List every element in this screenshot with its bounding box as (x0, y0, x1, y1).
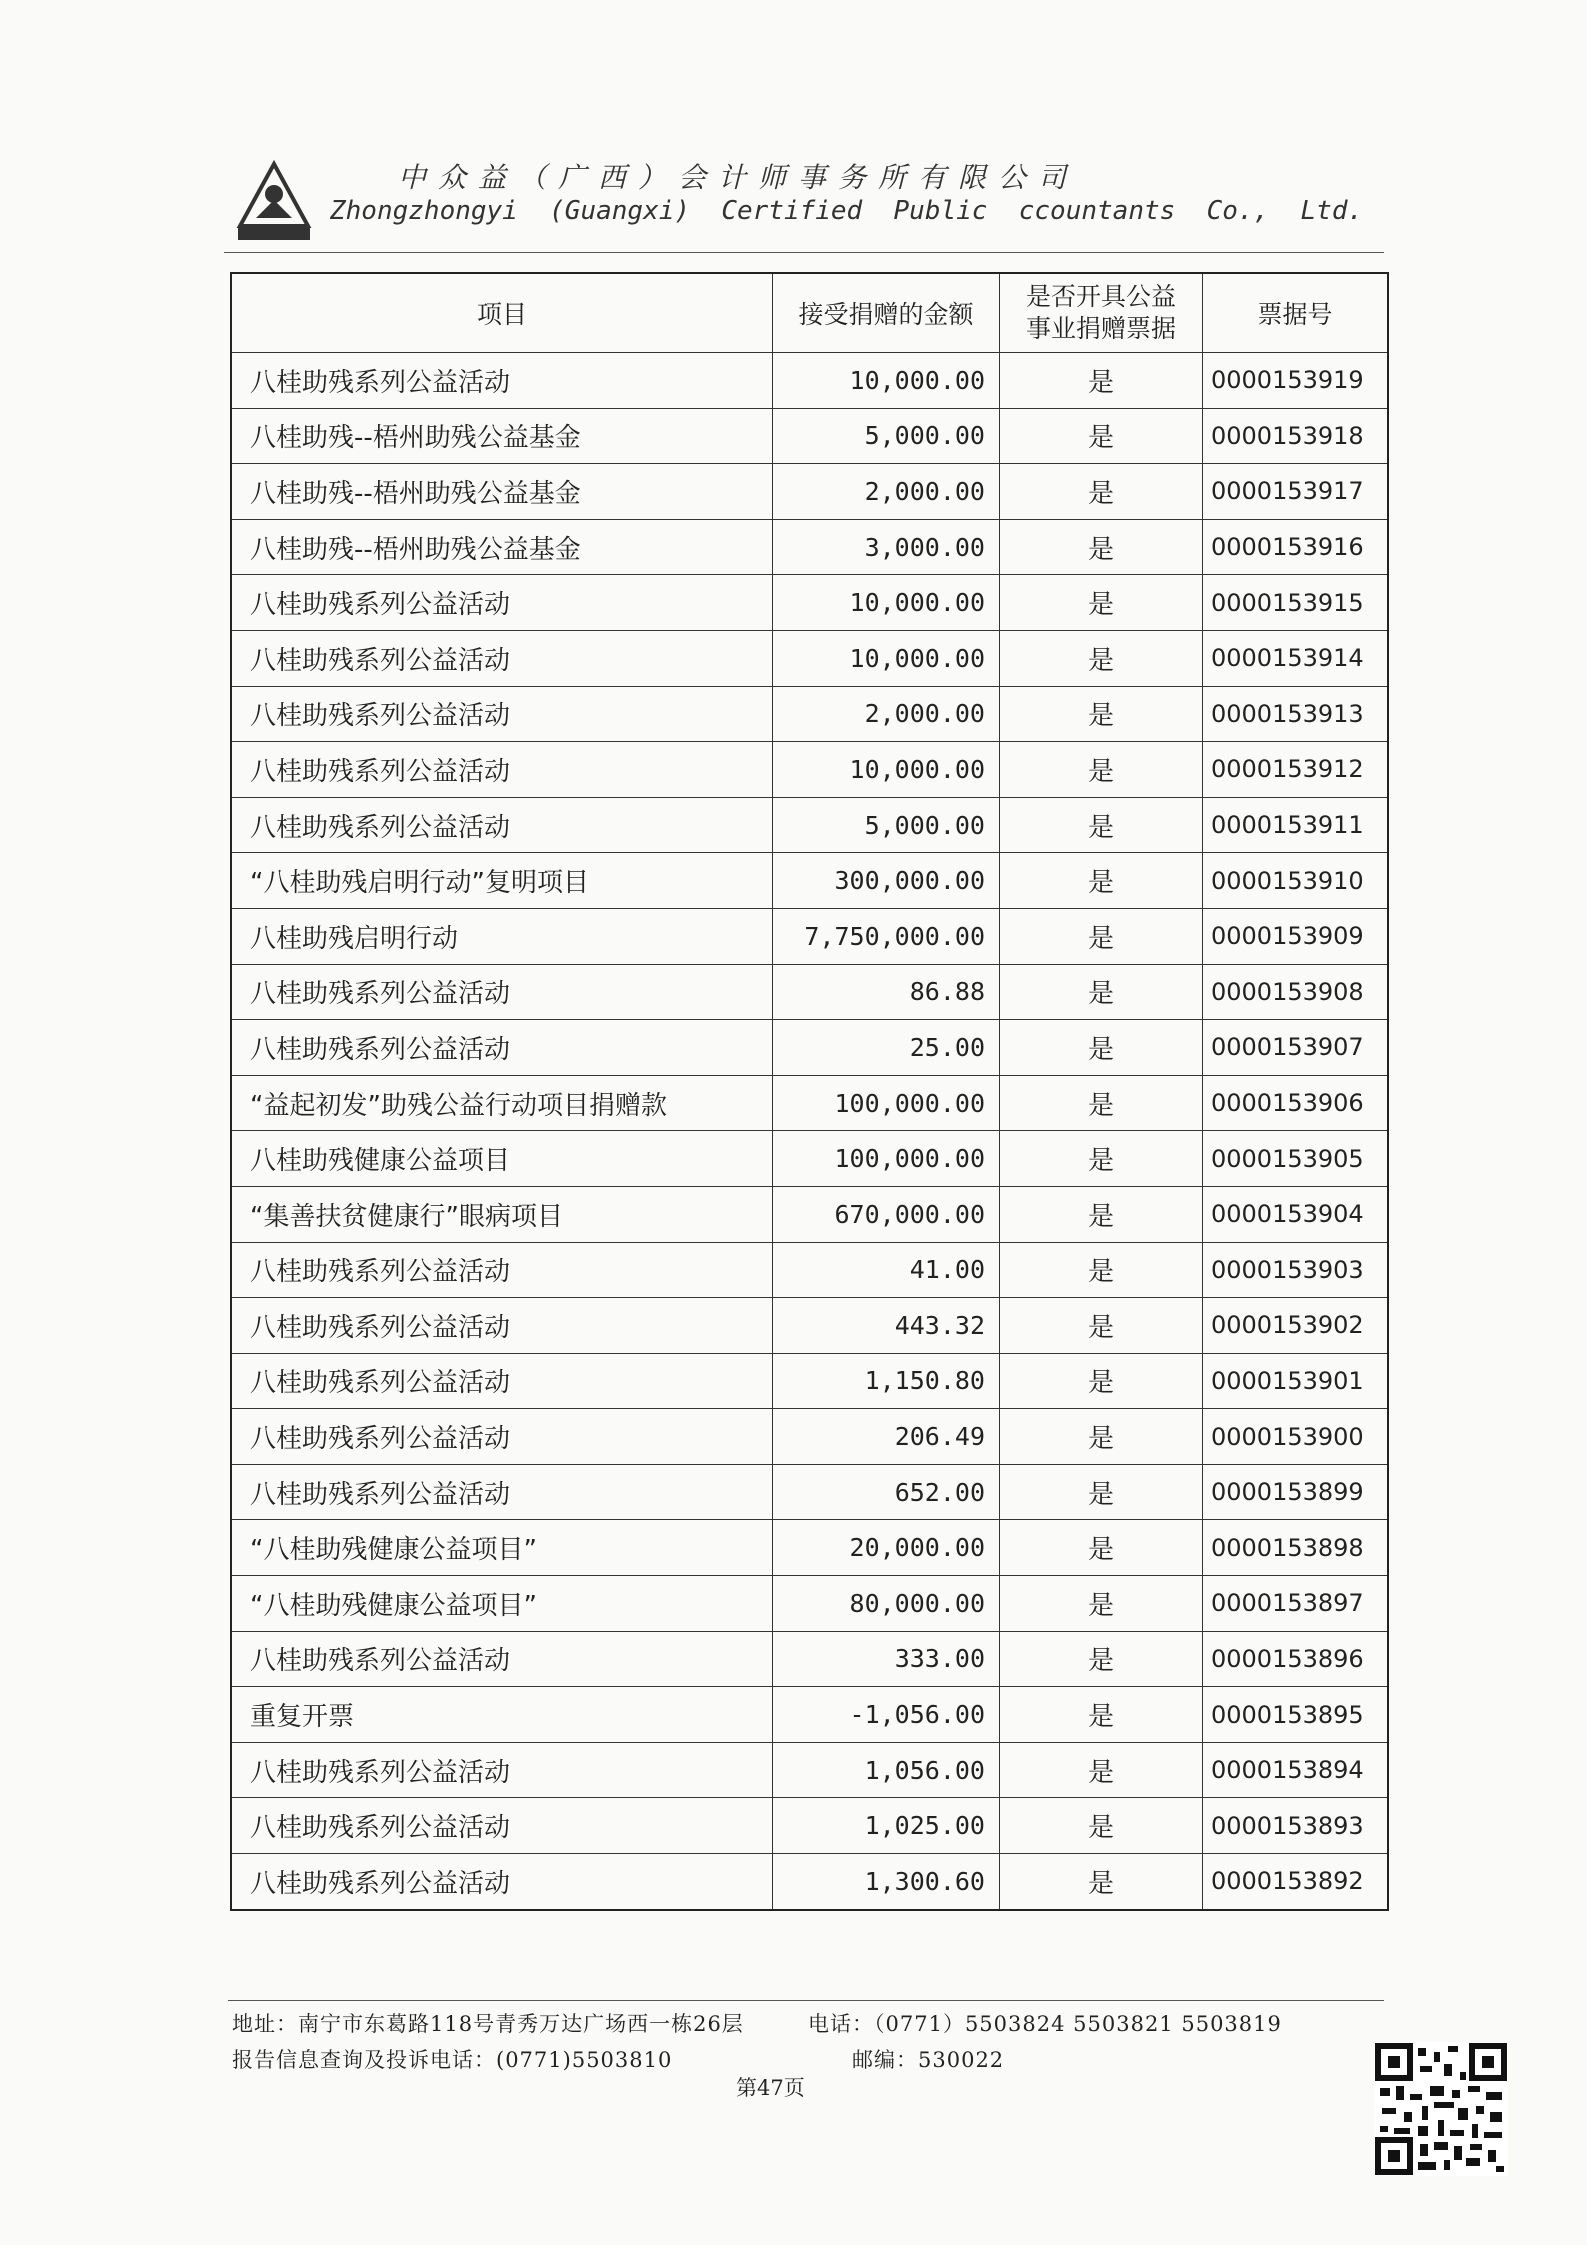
cell-receipt: 是 (1000, 1687, 1203, 1743)
cell-receipt-number: 0000153898 (1203, 1520, 1389, 1576)
cell-receipt-number: 0000153899 (1203, 1464, 1389, 1520)
cell-item: 八桂助残--梧州助残公益基金 (231, 408, 773, 464)
cell-receipt-number: 0000153910 (1203, 853, 1389, 909)
cell-item: 八桂助残系列公益活动 (231, 1798, 773, 1854)
cell-amount: 1,025.00 (773, 1798, 1000, 1854)
table-row (231, 630, 1388, 686)
qr-code-icon (1374, 2042, 1508, 2176)
table-body (231, 353, 1388, 1910)
cell-amount: 7,750,000.00 (773, 908, 1000, 964)
cell-item: 八桂助残系列公益活动 (231, 1298, 773, 1354)
cell-receipt: 是 (1000, 686, 1203, 742)
column-header-receipt (1000, 273, 1203, 353)
table-row (231, 1631, 1388, 1687)
cell-receipt-number: 0000153892 (1203, 1854, 1389, 1910)
cell-receipt: 是 (1000, 1409, 1203, 1465)
cell-receipt: 是 (1000, 1464, 1203, 1520)
cell-item: 八桂助残系列公益活动 (231, 575, 773, 631)
cell-amount: 1,150.80 (773, 1353, 1000, 1409)
table-row (231, 1353, 1388, 1409)
cell-receipt-number: 0000153904 (1203, 1186, 1389, 1242)
table-row (231, 1298, 1388, 1354)
cell-receipt: 是 (1000, 1131, 1203, 1187)
cell-receipt: 是 (1000, 353, 1203, 409)
table-row (231, 686, 1388, 742)
cell-item: “集善扶贫健康行”眼病项目 (231, 1186, 773, 1242)
footer-complaint-phone: 报告信息查询及投诉电话：(0771)5503810 (232, 2048, 673, 2072)
cell-item: 八桂助残系列公益活动 (231, 1742, 773, 1798)
cell-item: 八桂助残健康公益项目 (231, 1131, 773, 1187)
footer-divider (228, 2000, 1384, 2001)
cell-receipt: 是 (1000, 908, 1203, 964)
cell-item: “八桂助残健康公益项目” (231, 1576, 773, 1632)
cell-amount: 652.00 (773, 1464, 1000, 1520)
table-row (231, 964, 1388, 1020)
cell-amount: 300,000.00 (773, 853, 1000, 909)
table-row (231, 1464, 1388, 1520)
cell-receipt: 是 (1000, 1742, 1203, 1798)
cell-amount: 1,300.60 (773, 1854, 1000, 1910)
table-row (231, 1576, 1388, 1632)
cell-receipt-number: 0000153903 (1203, 1242, 1389, 1298)
cell-item: 八桂助残系列公益活动 (231, 1020, 773, 1076)
cell-amount: 5,000.00 (773, 408, 1000, 464)
table-row (231, 797, 1388, 853)
cell-amount: -1,056.00 (773, 1687, 1000, 1743)
cell-receipt-number: 0000153907 (1203, 1020, 1389, 1076)
cell-receipt: 是 (1000, 1798, 1203, 1854)
cell-receipt-number: 0000153906 (1203, 1075, 1389, 1131)
cell-receipt: 是 (1000, 742, 1203, 798)
table-row (231, 1409, 1388, 1465)
cell-amount: 10,000.00 (773, 742, 1000, 798)
cell-receipt-number: 0000153897 (1203, 1576, 1389, 1632)
table-header-row (231, 273, 1388, 353)
cell-item: 八桂助残--梧州助残公益基金 (231, 464, 773, 520)
cell-receipt: 是 (1000, 1186, 1203, 1242)
cell-amount: 20,000.00 (773, 1520, 1000, 1576)
table-row (231, 1020, 1388, 1076)
cell-amount: 443.32 (773, 1298, 1000, 1354)
cell-item: 八桂助残系列公益活动 (231, 1409, 773, 1465)
cell-item: 八桂助残--梧州助残公益基金 (231, 519, 773, 575)
cell-receipt-number: 0000153901 (1203, 1353, 1389, 1409)
table-row (231, 1242, 1388, 1298)
table-row (231, 408, 1388, 464)
cell-receipt-number: 0000153913 (1203, 686, 1389, 742)
cell-receipt: 是 (1000, 1520, 1203, 1576)
cell-receipt: 是 (1000, 575, 1203, 631)
firm-name-chinese: 中众益（广西）会计师事务所有限公司 (398, 161, 1079, 194)
table-row (231, 1131, 1388, 1187)
cell-receipt-number: 0000153900 (1203, 1409, 1389, 1465)
column-header-amount: 接受捐赠的金额 (773, 273, 1000, 353)
cell-amount: 2,000.00 (773, 464, 1000, 520)
cell-amount: 41.00 (773, 1242, 1000, 1298)
table-row (231, 1798, 1388, 1854)
cell-receipt: 是 (1000, 1020, 1203, 1076)
cell-item: 八桂助残系列公益活动 (231, 1464, 773, 1520)
cell-receipt: 是 (1000, 964, 1203, 1020)
cell-receipt-number: 0000153917 (1203, 464, 1389, 520)
table-row (231, 575, 1388, 631)
table-row (231, 908, 1388, 964)
cell-receipt-number: 0000153895 (1203, 1687, 1389, 1743)
cell-amount: 10,000.00 (773, 630, 1000, 686)
cell-receipt: 是 (1000, 797, 1203, 853)
table-row (231, 742, 1388, 798)
cell-amount: 10,000.00 (773, 353, 1000, 409)
donation-table (230, 272, 1389, 1911)
cell-item: 八桂助残系列公益活动 (231, 1242, 773, 1298)
cell-receipt: 是 (1000, 1298, 1203, 1354)
cell-receipt: 是 (1000, 1576, 1203, 1632)
firm-name-english: Zhongzhongyi (Guangxi) Certified Public ccountants Co., Ltd. (330, 196, 1364, 226)
cell-amount: 25.00 (773, 1020, 1000, 1076)
cell-amount: 80,000.00 (773, 1576, 1000, 1632)
cell-item: 八桂助残系列公益活动 (231, 742, 773, 798)
cell-receipt-number: 0000153908 (1203, 964, 1389, 1020)
cell-amount: 5,000.00 (773, 797, 1000, 853)
cell-receipt-number: 0000153893 (1203, 1798, 1389, 1854)
cell-item: 八桂助残系列公益活动 (231, 1631, 773, 1687)
cell-receipt: 是 (1000, 853, 1203, 909)
table-row (231, 1186, 1388, 1242)
cell-item: 八桂助残系列公益活动 (231, 1353, 773, 1409)
cell-amount: 206.49 (773, 1409, 1000, 1465)
cell-item: 八桂助残系列公益活动 (231, 686, 773, 742)
cell-item: 重复开票 (231, 1687, 773, 1743)
cell-receipt-number: 0000153909 (1203, 908, 1389, 964)
cell-amount: 86.88 (773, 964, 1000, 1020)
cell-receipt-number: 0000153919 (1203, 353, 1389, 409)
cell-item: 八桂助残启明行动 (231, 908, 773, 964)
column-header-item: 项目 (231, 273, 773, 353)
cell-receipt: 是 (1000, 630, 1203, 686)
cell-amount: 670,000.00 (773, 1186, 1000, 1242)
cell-receipt-number: 0000153905 (1203, 1131, 1389, 1187)
cell-receipt-number: 0000153914 (1203, 630, 1389, 686)
cell-receipt: 是 (1000, 1242, 1203, 1298)
cell-item: 八桂助残系列公益活动 (231, 1854, 773, 1910)
cell-receipt-number: 0000153912 (1203, 742, 1389, 798)
cell-amount: 2,000.00 (773, 686, 1000, 742)
table-row (231, 853, 1388, 909)
cell-item: 八桂助残系列公益活动 (231, 353, 773, 409)
cell-receipt: 是 (1000, 1631, 1203, 1687)
cell-receipt: 是 (1000, 519, 1203, 575)
cell-receipt: 是 (1000, 1075, 1203, 1131)
cell-receipt: 是 (1000, 1353, 1203, 1409)
table-row (231, 1854, 1388, 1910)
cell-receipt-number: 0000153916 (1203, 519, 1389, 575)
table-row (231, 519, 1388, 575)
table-row (231, 1075, 1388, 1131)
cell-item: “八桂助残健康公益项目” (231, 1520, 773, 1576)
column-header-number: 票据号 (1203, 273, 1389, 353)
cell-receipt-number: 0000153896 (1203, 1631, 1389, 1687)
cell-amount: 333.00 (773, 1631, 1000, 1687)
cell-receipt-number: 0000153902 (1203, 1298, 1389, 1354)
cell-receipt: 是 (1000, 464, 1203, 520)
cell-item: 八桂助残系列公益活动 (231, 797, 773, 853)
cell-item: “八桂助残启明行动”复明项目 (231, 853, 773, 909)
footer-phone: 电话：（0771）5503824 5503821 5503819 (808, 2012, 1282, 2036)
header-divider (224, 252, 1384, 253)
column-header-receipt-line2: 事业捐赠票据 (1025, 314, 1176, 343)
page-number: 第47页 (736, 2076, 805, 2100)
footer-address: 地址：南宁市东葛路118号青秀万达广场西一栋26层 (232, 2012, 744, 2036)
cell-amount: 1,056.00 (773, 1742, 1000, 1798)
cell-item: “益起初发”助残公益行动项目捐赠款 (231, 1075, 773, 1131)
cell-amount: 10,000.00 (773, 575, 1000, 631)
firm-logo-icon (236, 160, 312, 242)
cell-receipt-number: 0000153918 (1203, 408, 1389, 464)
table-row (231, 353, 1388, 409)
cell-receipt: 是 (1000, 1854, 1203, 1910)
cell-amount: 100,000.00 (773, 1131, 1000, 1187)
cell-item: 八桂助残系列公益活动 (231, 630, 773, 686)
letterhead (228, 152, 1364, 272)
table-row (231, 464, 1388, 520)
footer-postcode: 邮编：530022 (852, 2048, 1005, 2072)
table-row (231, 1742, 1388, 1798)
column-header-receipt-line1: 是否开具公益 (1025, 282, 1176, 311)
cell-receipt: 是 (1000, 408, 1203, 464)
cell-receipt-number: 0000153894 (1203, 1742, 1389, 1798)
cell-amount: 3,000.00 (773, 519, 1000, 575)
table-row (231, 1520, 1388, 1576)
cell-amount: 100,000.00 (773, 1075, 1000, 1131)
table-row (231, 1687, 1388, 1743)
cell-item: 八桂助残系列公益活动 (231, 964, 773, 1020)
cell-receipt-number: 0000153915 (1203, 575, 1389, 631)
cell-receipt-number: 0000153911 (1203, 797, 1389, 853)
